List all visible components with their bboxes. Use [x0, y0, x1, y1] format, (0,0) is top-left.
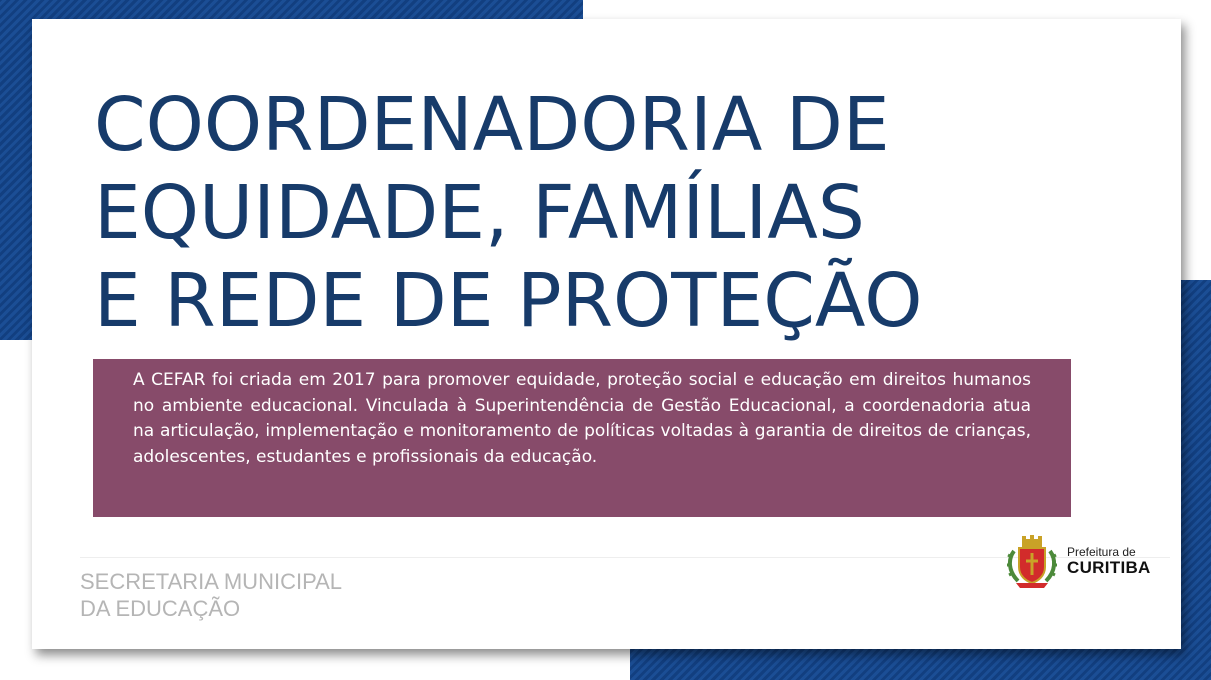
- title-line-1: COORDENADORIA DE: [94, 82, 890, 168]
- title-line-2: EQUIDADE, FAMÍLIAS: [94, 170, 865, 256]
- page-title: [94, 81, 922, 345]
- description-box: [93, 359, 1071, 517]
- prefeitura-curitiba-logo: [1004, 533, 1154, 589]
- secretaria-line-1: SECRETARIA MUNICIPAL: [80, 569, 343, 594]
- content-card: [32, 19, 1181, 649]
- description-text: A CEFAR foi criada em 2017 para promover equidade, proteção social e educação em direitos humanos no ambiente educacional. Vinculada à Superintendência de Gestão Educacional, a coordenadoria atua na articulação, implementação e monitoramento de políticas voltadas à garantia de direitos de crianças, adolescentes, estudantes e profissionais da educação.: [133, 370, 1031, 467]
- title-line-3: E REDE DE PROTEÇÃO: [94, 258, 923, 344]
- secretaria-label: [80, 568, 342, 622]
- logo-city-text: CURITIBA: [1067, 558, 1151, 577]
- curitiba-coat-of-arms-icon: [1004, 533, 1060, 589]
- secretaria-line-2: DA EDUCAÇÃO: [80, 596, 241, 621]
- logo-prefix-text: Prefeitura de: [1067, 545, 1136, 559]
